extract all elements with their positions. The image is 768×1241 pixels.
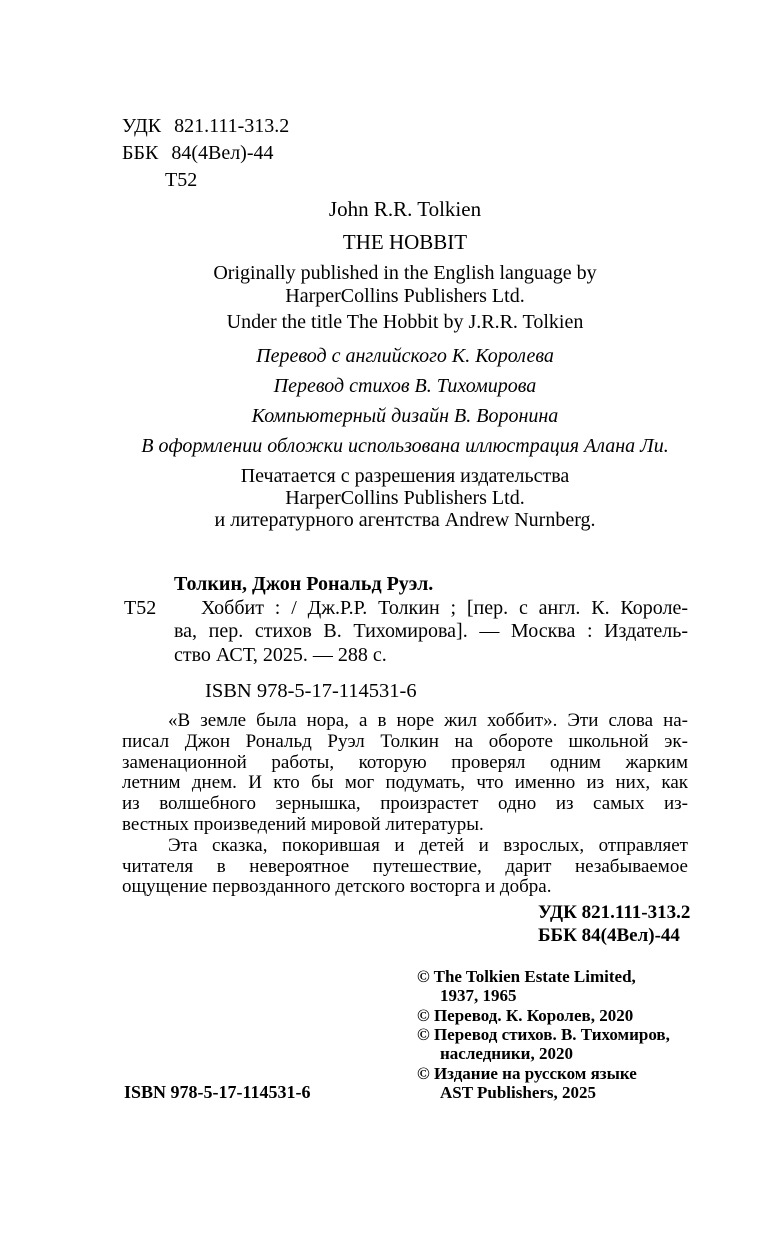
- published-by-block: [122, 262, 688, 308]
- copyright-line-continuation: наследники, 2020: [440, 1044, 573, 1064]
- udk-value: 821.111-313.2: [174, 115, 290, 137]
- text-line: писал Джон Рональд Руэл Толкин на обороте школьной эк-: [122, 730, 688, 752]
- udk-bottom: УДК 821.111-313.2: [538, 902, 691, 924]
- author-sign: Т52: [165, 169, 198, 191]
- original-author: John R.R. Tolkien: [328, 197, 482, 221]
- cover-illustration-note: В оформлении обложки использована иллюстрация Алана Ли.: [141, 435, 669, 457]
- bbk-row: [122, 140, 688, 167]
- bbk-label: ББК: [122, 142, 159, 164]
- annotation-paragraph-2: [122, 836, 688, 898]
- isbn-record: ISBN 978-5-17-114531-6: [205, 680, 417, 702]
- bib-description: [174, 597, 688, 668]
- text-line: ва, пер. стихов В. Тихомирова]. — Москва : Издатель-: [174, 620, 688, 642]
- credit-verse-translation: Перевод стихов В. Тихомирова: [273, 375, 537, 397]
- text-line: Печатается с разрешения издательства: [240, 465, 570, 487]
- copyright-line-continuation: 1937, 1965: [440, 986, 517, 1006]
- copyright-line: © Перевод стихов. В. Тихомиров,: [417, 1025, 670, 1045]
- text-line: и литературного агентства Andrew Nurnberg.: [214, 509, 596, 531]
- text-line: заменационной работы, которую проверял одним жарким: [122, 751, 688, 773]
- copyright-block: [417, 967, 688, 1102]
- page-content: [122, 113, 691, 1102]
- copyright-line: © The Tolkien Estate Limited,: [417, 967, 636, 987]
- text-line: «В земле была нора, а в норе жил хоббит». Эти слова на-: [168, 710, 688, 731]
- copyright-line: © Издание на русском языке: [417, 1063, 637, 1083]
- text-line: ство АСТ, 2025. — 288 с.: [174, 643, 387, 666]
- copyright-footer: [122, 967, 688, 1102]
- text-line: HarperCollins Publishers Ltd.: [285, 285, 525, 307]
- text-line: вестных произведений мировой литературы.: [122, 813, 484, 835]
- author-sign-row: [122, 167, 688, 194]
- bib-author: Толкин, Джон Рональд Руэл.: [174, 573, 434, 595]
- bibliographic-record: [122, 573, 688, 703]
- text-line: летним днем. И кто бы мог подумать, что именно из них, как: [122, 772, 688, 794]
- text-line: ощущение первозданного детского восторга и добра.: [122, 876, 552, 898]
- text-line: читателя в невероятное путешествие, дарит незабываемое: [122, 855, 688, 877]
- text-line: Эта сказка, покорившая и детей и взрослых, отправляет: [168, 834, 688, 856]
- copyright-line-continuation: AST Publishers, 2025: [440, 1082, 597, 1102]
- copyright-line: © Перевод. К. Королев, 2020: [417, 1005, 634, 1025]
- bib-author-sign: Т52: [124, 596, 157, 619]
- udk-row: [122, 113, 688, 140]
- isbn-bottom: ISBN 978-5-17-114531-6: [124, 1081, 311, 1102]
- annotation-paragraph-1: [122, 711, 688, 836]
- text-line: Хоббит : / Дж.Р.Р. Толкин ; [пер. с англ. К. Короле-: [201, 596, 688, 619]
- credit-translation: Перевод с английского К. Королева: [256, 345, 554, 367]
- bbk-value: 84(4Вел)-44: [171, 142, 274, 164]
- credit-design: Компьютерный дизайн В. Воронина: [251, 405, 559, 427]
- text-line: HarperCollins Publishers Ltd.: [285, 487, 525, 509]
- bbk-bottom: ББК 84(4Вел)-44: [538, 925, 680, 947]
- text-line: Originally published in the English language by: [213, 262, 597, 284]
- under-title-line: Under the title The Hobbit by J.R.R. Tolkien: [226, 311, 584, 333]
- classification-top-block: [122, 113, 688, 194]
- permission-block: [122, 465, 688, 531]
- classification-bottom-block: [538, 901, 691, 947]
- text-line: из волшебного зернышка, произрастет одно из самых из-: [122, 793, 688, 815]
- original-title: THE HOBBIT: [342, 230, 468, 254]
- udk-label: УДК: [122, 115, 162, 137]
